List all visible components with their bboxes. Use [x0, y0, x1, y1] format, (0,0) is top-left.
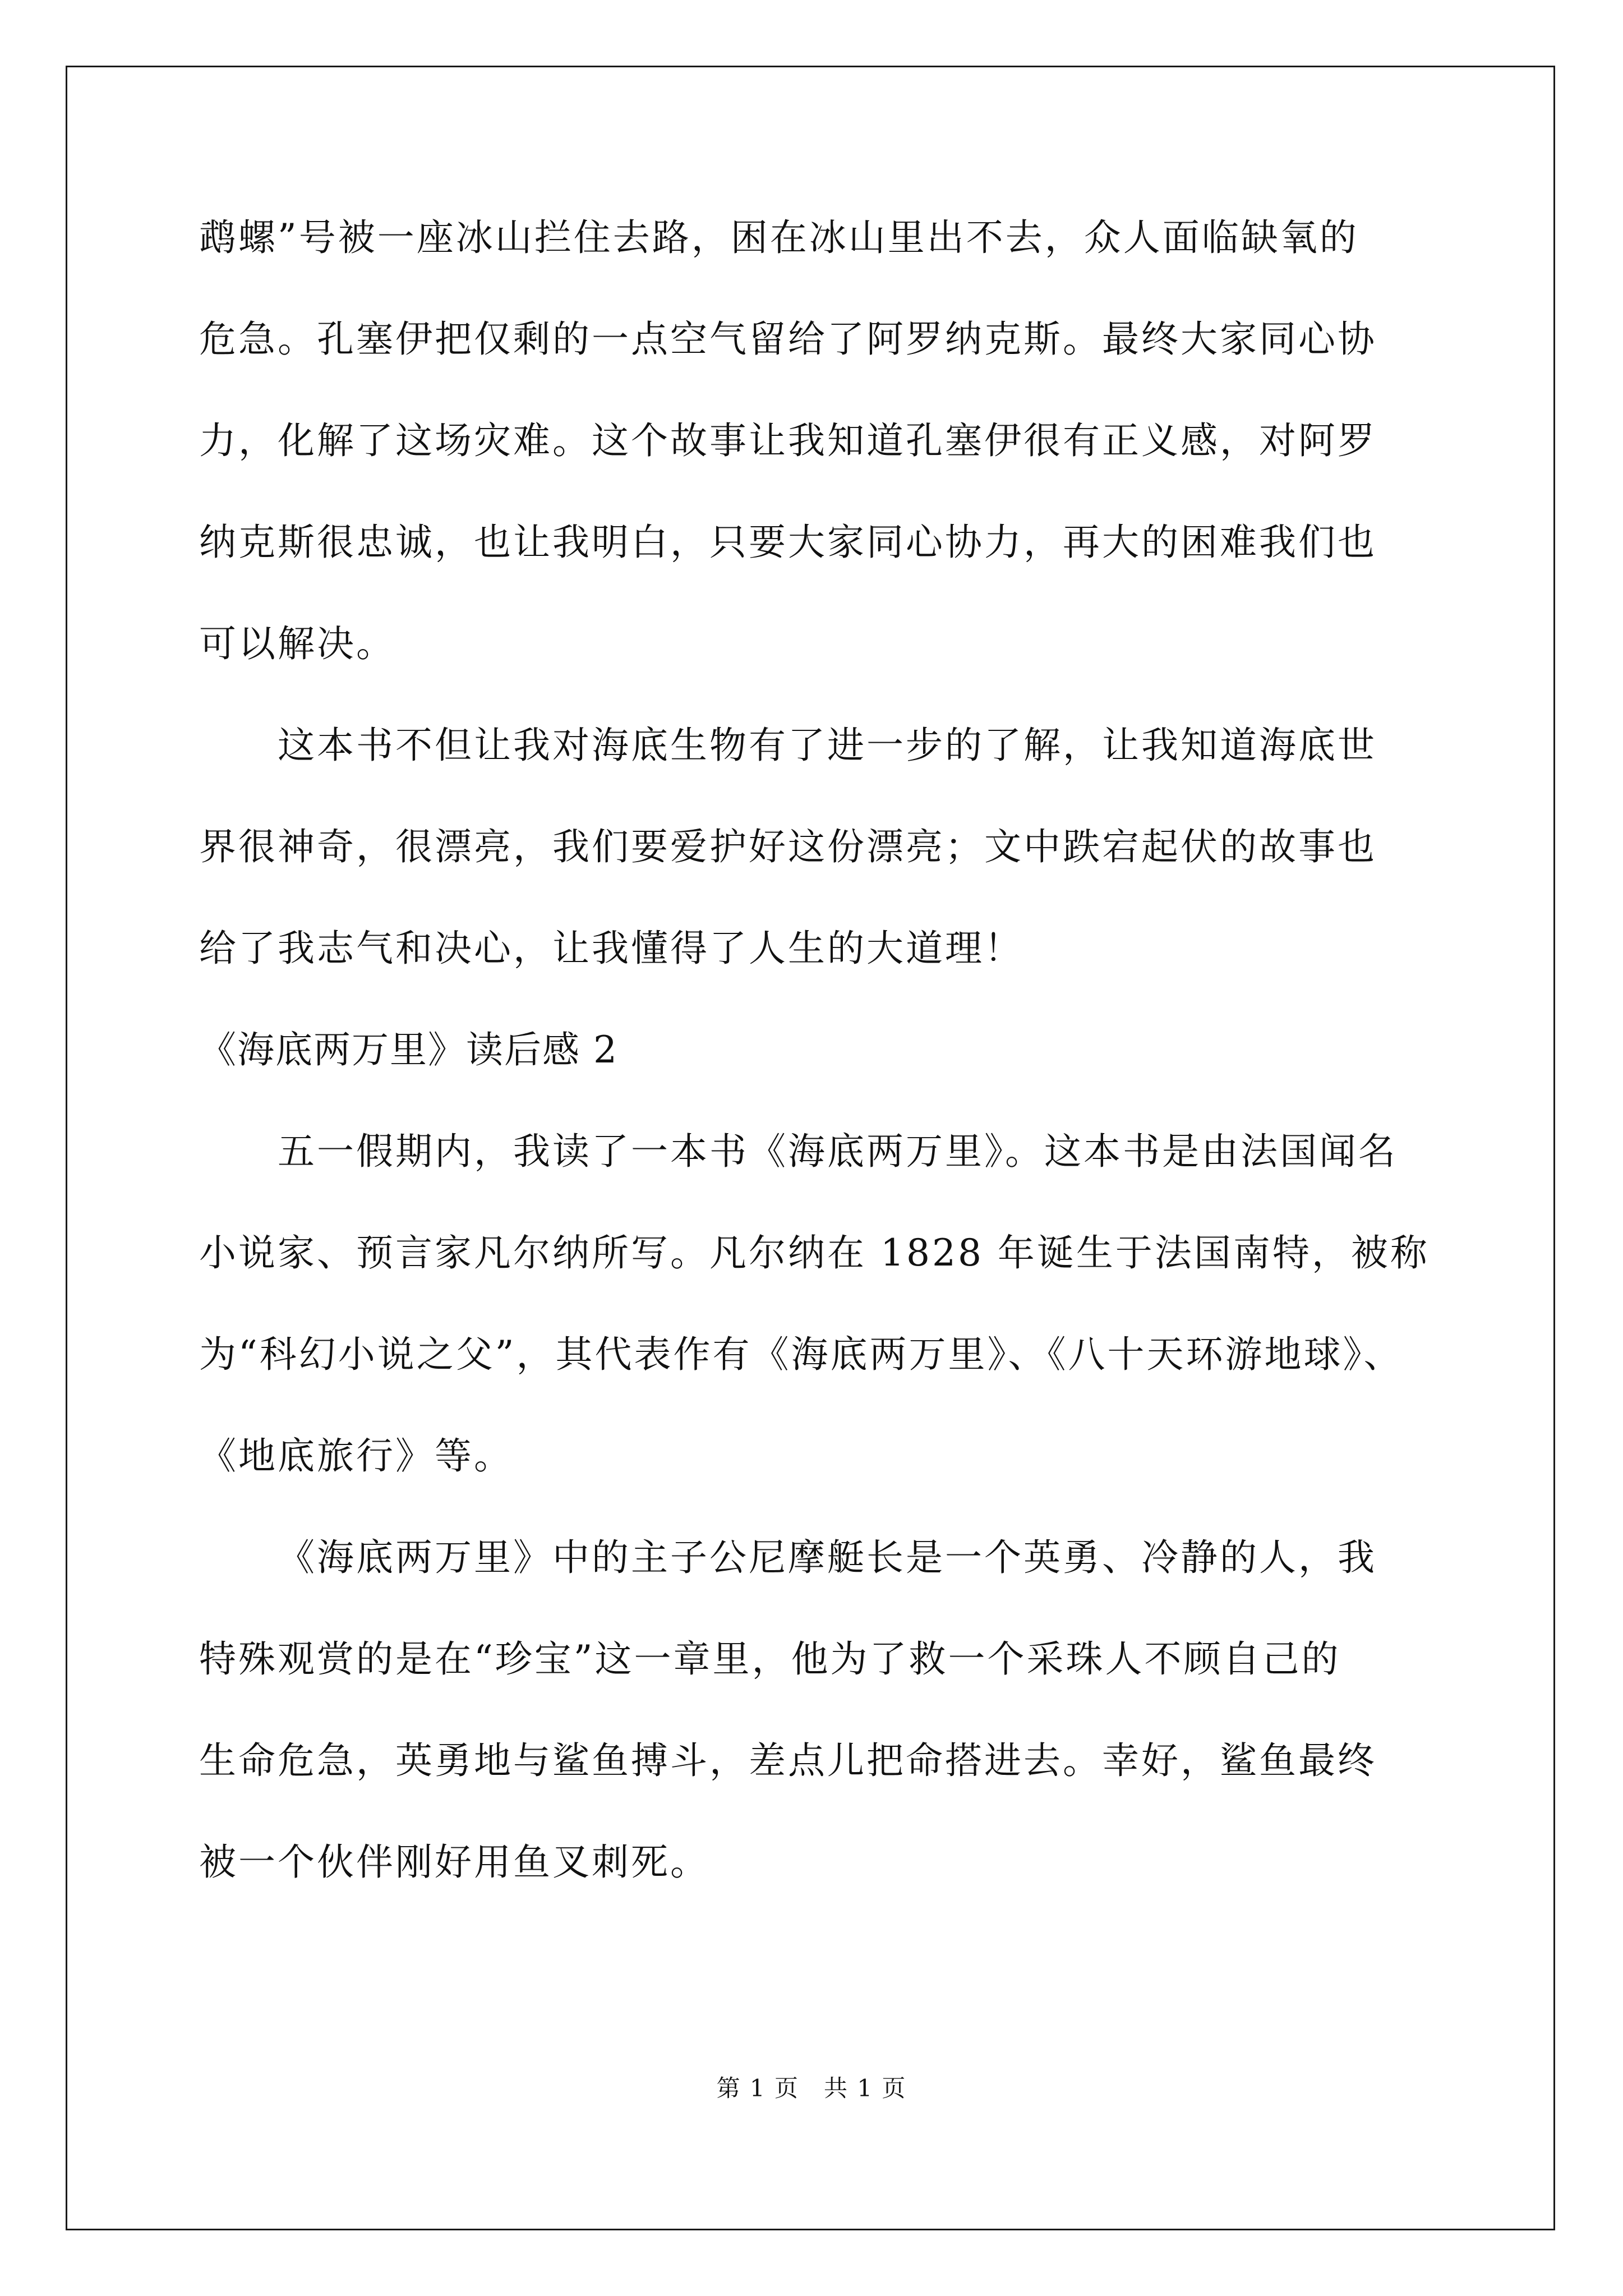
text-line: 可以解决。 [199, 622, 395, 665]
text-line: 界很神奇，很漂亮，我们要爱护好这份漂亮；文中跌宕起伏的故事也 [199, 825, 1377, 868]
page-total: 共 1 页 [824, 2074, 907, 2102]
text-line: 给了我志气和决心，让我懂得了人生的大道理！ [199, 927, 1023, 970]
text-line: 小说家、预言家凡尔纳所写。凡尔纳在 1828 年诞生于法国南特，被称 [199, 1231, 1430, 1274]
page-number: 第 1 页 [716, 2074, 799, 2102]
text-line: 生命危急，英勇地与鲨鱼搏斗，差点儿把命搭进去。幸好，鲨鱼最终 [199, 1739, 1377, 1782]
text-line: 《地底旅行》等。 [199, 1434, 513, 1478]
text-line: 被一个伙伴刚好用鱼叉刺死。 [199, 1841, 709, 1884]
text-line: 特殊观赏的是在“珍宝”这一章里，他为了救一个采珠人不顾自己的 [199, 1637, 1341, 1681]
text-line: 这本书不但让我对海底生物有了进一步的了解，让我知道海底世 [278, 724, 1377, 767]
text-line: 为“科幻小说之父”，其代表作有《海底两万里》、《八十天环游地球》、 [199, 1333, 1403, 1376]
text-line: 五一假期内，我读了一本书《海底两万里》。这本书是由法国闻名 [278, 1130, 1398, 1173]
section-heading: 《海底两万里》读后感 2 [199, 1028, 618, 1071]
text-line: 危急。孔塞伊把仅剩的一点空气留给了阿罗纳克斯。最终大家同心协 [199, 318, 1377, 361]
text-line: 力，化解了这场灾难。这个故事让我知道孔塞伊很有正义感，对阿罗 [199, 419, 1377, 462]
page-footer [0, 2073, 1623, 2104]
document-body [199, 213, 1433, 1939]
text-line: 《海底两万里》中的主子公尼摩艇长是一个英勇、冷静的人，我 [278, 1536, 1377, 1579]
text-line: 纳克斯很忠诚，也让我明白，只要大家同心协力，再大的困难我们也 [199, 521, 1377, 564]
text-line: 鹉螺”号被一座冰山拦住去路，困在冰山里出不去，众人面临缺氧的 [199, 216, 1359, 259]
